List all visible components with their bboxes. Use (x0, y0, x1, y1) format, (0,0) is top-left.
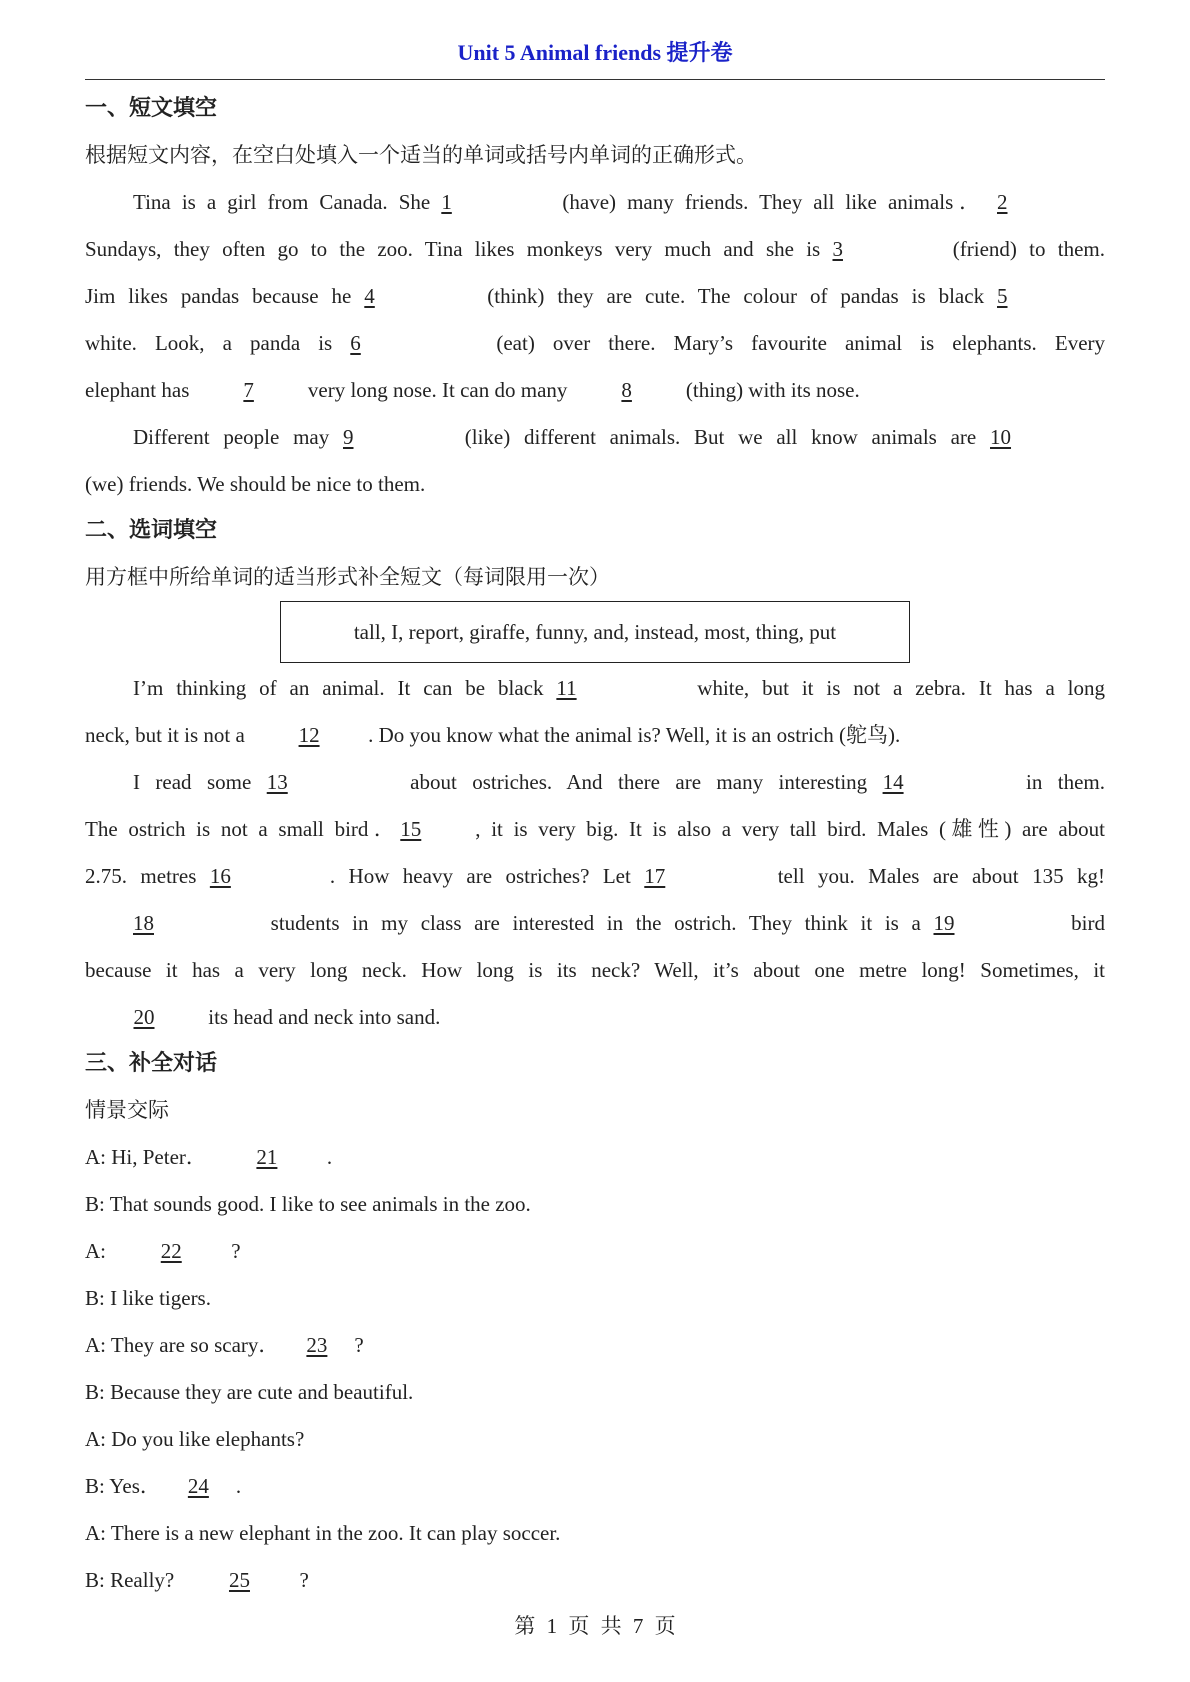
blank-1[interactable]: 1 (441, 190, 452, 214)
text-run: in them. (1026, 770, 1105, 794)
text-run: I’m thinking of an animal. It can be black (133, 676, 557, 700)
text-run: (thing) with its nose. (685, 378, 860, 402)
text-run: A: They are so scary． (85, 1333, 280, 1357)
section2-line-6 (85, 908, 1105, 938)
blank-19[interactable]: 19 (933, 911, 955, 935)
text-run: B: Yes． (85, 1474, 161, 1498)
blank-4[interactable]: 4 (364, 284, 375, 308)
section2-line-1 (85, 673, 1105, 703)
section3-heading: 三、补全对话 (85, 1050, 218, 1075)
blank-8[interactable]: 8 (621, 378, 632, 402)
text-run: students in my class are interested in the ostrich. They think it is a (270, 911, 934, 935)
blank-23[interactable]: 23 (306, 1333, 328, 1357)
section1-line-4 (85, 328, 1105, 358)
section2-line-2 (85, 720, 1105, 750)
dialogue-line-1 (85, 1142, 1105, 1172)
section1-line-1 (85, 187, 1105, 217)
text-run: (eat) over there. Mary’s favourite animal is elephants. Every (496, 331, 1106, 355)
blank-7[interactable]: 7 (243, 378, 254, 402)
text-run: Jim likes pandas because he (85, 284, 365, 308)
text-run: , it is very big. It is also a very tall bird. Males (雄性) are about (475, 817, 1105, 841)
text-run: A: Hi, Peter． (85, 1145, 207, 1169)
text-run: its head and neck into sand. (208, 1005, 441, 1029)
blank-18[interactable]: 18 (133, 911, 154, 935)
blank-16[interactable]: 16 (209, 864, 231, 888)
text-run: Sundays, they often go to the zoo. Tina likes monkeys very much and she is (85, 237, 833, 261)
page-number: 第 1 页 共 7 页 (514, 1614, 676, 1638)
text-run: (think) they are cute. The colour of pandas is black (487, 284, 998, 308)
text-run: . Do you know what the animal is? Well, it is an ostrich (鸵鸟). (368, 723, 901, 747)
text-run: (have) many friends. They all like animals． (562, 190, 986, 214)
dialogue-line-10 (85, 1565, 1105, 1595)
dialogue-line-3 (85, 1236, 1105, 1266)
section1-heading: 一、短文填空 (85, 95, 218, 120)
text-run: bird (1071, 911, 1105, 935)
text-run: ? (354, 1333, 364, 1357)
blank-11[interactable]: 11 (556, 676, 577, 700)
dialogue-line-6: B: Because they are cute and beautiful. (85, 1380, 414, 1404)
text-run: about ostriches. And there are many interesting (410, 770, 883, 794)
text-run: I read some (133, 770, 267, 794)
blank-13[interactable]: 13 (266, 770, 288, 794)
text-run: The ostrich is not a small bird． (85, 817, 401, 841)
section2-heading: 二、选词填空 (85, 517, 218, 542)
text-run: white. Look, a panda is (85, 331, 351, 355)
section1-line-7: (we) friends. We should be nice to them. (85, 472, 426, 496)
blank-5[interactable]: 5 (997, 284, 1008, 308)
blank-10[interactable]: 10 (990, 425, 1012, 449)
blank-22[interactable]: 22 (160, 1239, 182, 1263)
section2-line-5 (85, 861, 1105, 891)
blank-12[interactable]: 12 (298, 723, 320, 747)
text-run: . How heavy are ostriches? Let (329, 864, 645, 888)
blank-24[interactable]: 24 (187, 1474, 209, 1498)
section1-line-3 (85, 281, 1105, 311)
section2-line-4 (85, 814, 1105, 844)
section1-line-2 (85, 234, 1105, 264)
blank-3[interactable]: 3 (832, 237, 843, 261)
section2-line-8 (85, 1002, 1105, 1032)
section3-instruction: 情景交际 (85, 1098, 169, 1122)
section1-instruction: 根据短文内容，在空白处填入一个适当的单词或括号内单词的正确形式。 (85, 143, 757, 167)
blank-14[interactable]: 14 (882, 770, 904, 794)
text-run: neck, but it is not a (85, 723, 251, 747)
dialogue-line-8 (85, 1471, 1105, 1501)
text-run: Different people may (133, 425, 343, 449)
blank-9[interactable]: 9 (343, 425, 354, 449)
blank-6[interactable]: 6 (350, 331, 361, 355)
blank-2[interactable]: 2 (997, 190, 1008, 214)
section1-line-5 (85, 375, 1105, 405)
text-run: white, but it is not a zebra. It has a long (697, 676, 1105, 700)
blank-20[interactable]: 20 (133, 1005, 155, 1029)
text-run: . (235, 1474, 242, 1498)
blank-25[interactable]: 25 (228, 1568, 250, 1592)
text-run: ? (299, 1568, 309, 1592)
section2-line-3 (85, 767, 1105, 797)
text-run: ? (231, 1239, 241, 1263)
section2-instruction: 用方框中所给单词的适当形式补全短文（每词限用一次） (85, 565, 610, 589)
text-run: 2.75. metres (85, 864, 210, 888)
dialogue-line-7: A: Do you like elephants? (85, 1427, 305, 1451)
text-run: Tina is a girl from Canada. She (133, 190, 442, 214)
blank-15[interactable]: 15 (400, 817, 422, 841)
text-run: (friend) to them. (952, 237, 1106, 261)
text-run: . (326, 1145, 333, 1169)
text-run: A: (85, 1239, 112, 1263)
dialogue-line-4: B: I like tigers. (85, 1286, 211, 1310)
section2-line-7: because it has a very long neck. How long is its neck? Well, it’s about one metre long! Sometimes, it (85, 958, 1105, 982)
blank-21[interactable]: 21 (256, 1145, 278, 1169)
dialogue-line-2: B: That sounds good. I like to see animals in the zoo. (85, 1192, 531, 1216)
page-title: Unit 5 Animal friends 提升卷 (457, 40, 733, 65)
text-run: very long nose. It can do many (307, 378, 573, 402)
text-run: tell you. Males are about 135 kg! (777, 864, 1106, 888)
dialogue-line-9: A: There is a new elephant in the zoo. It can play soccer. (85, 1521, 561, 1545)
section1-line-6 (85, 422, 1105, 452)
word-bank-box: tall, I, report, giraffe, funny, and, instead, most, thing, put (280, 601, 910, 663)
text-run: B: Really? (85, 1568, 180, 1592)
blank-17[interactable]: 17 (644, 864, 666, 888)
text-run: (like) different animals. But we all know animals are (464, 425, 991, 449)
text-run: elephant has (85, 378, 195, 402)
header-divider (85, 79, 1105, 80)
dialogue-line-5 (85, 1330, 1105, 1360)
